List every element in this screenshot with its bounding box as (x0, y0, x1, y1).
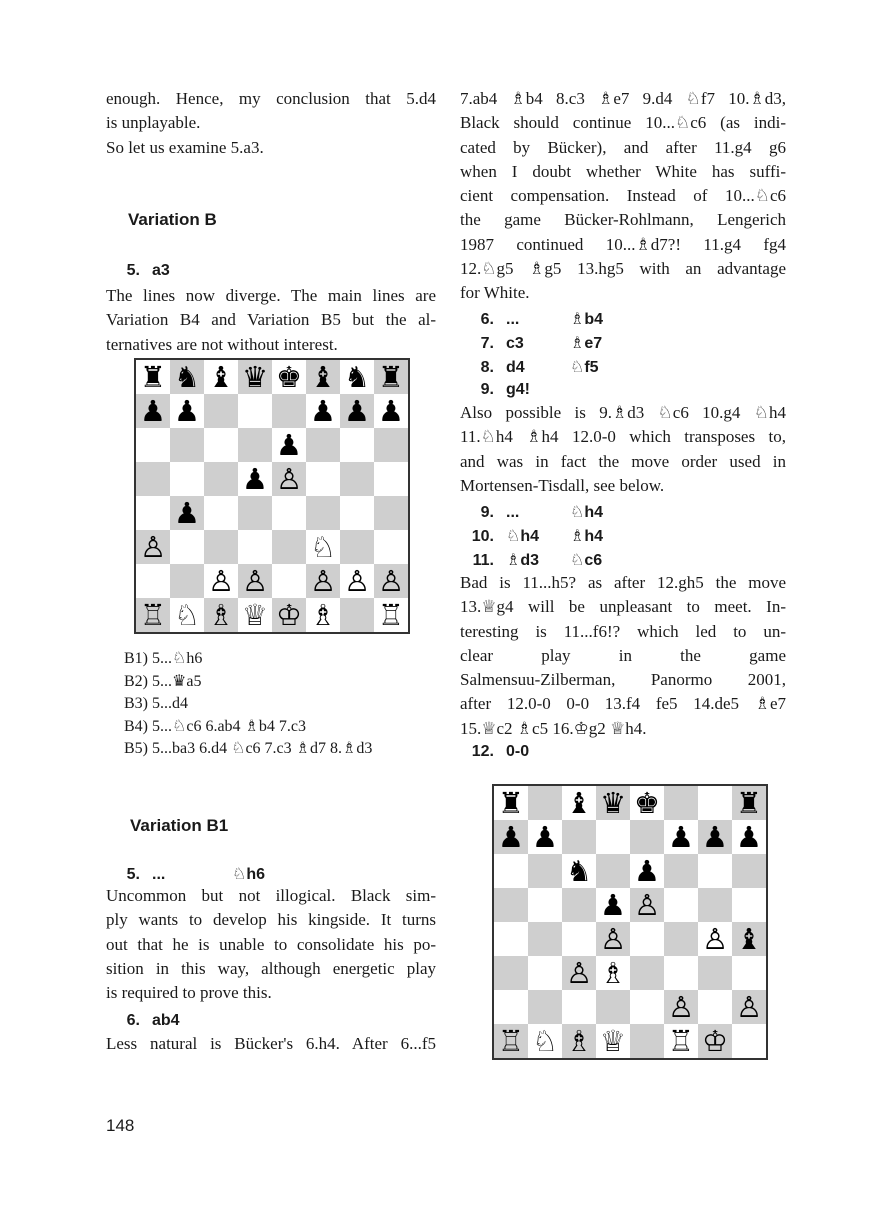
board-square (374, 462, 408, 496)
chess-piece: ♟ (140, 394, 166, 428)
board-square (664, 854, 698, 888)
chess-piece: ♞ (566, 854, 592, 888)
board-square (238, 428, 272, 462)
text-line: 15.♕c2 ♗c5 16.♔g2 ♕h4. (460, 718, 647, 738)
board-square (494, 854, 528, 888)
board-square (306, 496, 340, 530)
move-number: 7. (480, 335, 494, 352)
board-square (136, 428, 170, 462)
board-square (664, 922, 698, 956)
variation-item: B3) 5...d4 (124, 695, 188, 712)
text-line: 7.ab4 ♗b4 8.c3 ♗e7 9.d4 ♘f7 10.♗d3, (460, 89, 786, 108)
chess-piece: ♛ (600, 786, 626, 820)
text-line: and was in fact the move order used in (460, 451, 786, 471)
board-square (664, 956, 698, 990)
text-line: clear play in the game (460, 645, 786, 665)
white-move: d4 (506, 359, 525, 376)
board-square (698, 956, 732, 990)
text-line: 13.♕g4 will be unpleasant to meet. In- (460, 597, 786, 617)
board-square (562, 922, 596, 956)
chess-piece: ♖ (668, 1024, 694, 1058)
board-square (596, 990, 630, 1024)
text-line: 1987 continued 10...♗d7?! 11.g4 fg4 (460, 234, 786, 254)
chess-piece: ♔ (702, 1024, 728, 1058)
text-line: Salmensuu-Zilberman, Panormo 2001, (460, 670, 786, 690)
chess-piece: ♗ (310, 598, 336, 632)
text-line: So let us examine 5.a3. (106, 137, 264, 157)
heading-variation-b: Variation B (128, 210, 217, 229)
board-square (596, 820, 630, 854)
chess-piece: ♝ (736, 922, 762, 956)
chess-piece: ♟ (736, 820, 762, 854)
chess-piece: ♚ (276, 360, 302, 394)
chess-piece: ♙ (140, 530, 166, 564)
board-square (204, 530, 238, 564)
chess-piece: ♔ (276, 598, 302, 632)
variation-item: B1) 5...♘h6 (124, 650, 203, 667)
text-line: ply wants to develop his kingside. It turns (106, 910, 436, 930)
text-line: for White. (460, 283, 530, 303)
chess-piece: ♞ (344, 360, 370, 394)
chess-piece: ♙ (634, 888, 660, 922)
board-square (528, 990, 562, 1024)
board-square (340, 496, 374, 530)
chess-piece: ♟ (344, 394, 370, 428)
black-move: ♘h6 (232, 866, 266, 883)
board-square (664, 786, 698, 820)
board-square (732, 1024, 766, 1058)
text-line: Less natural is Bücker's 6.h4. After 6...f5 (106, 1034, 436, 1053)
move-line (460, 357, 599, 377)
chess-piece: ♙ (566, 956, 592, 990)
chess-piece: ♚ (634, 786, 660, 820)
chess-piece: ♙ (702, 922, 728, 956)
chess-piece: ♙ (242, 564, 268, 598)
board-square (340, 598, 374, 632)
white-move: c3 (506, 335, 524, 352)
board-square (732, 956, 766, 990)
chess-piece: ♟ (174, 394, 200, 428)
board-square (562, 990, 596, 1024)
board-square (136, 496, 170, 530)
page-number: 148 (106, 1116, 135, 1135)
chess-piece: ♙ (310, 564, 336, 598)
move-line (460, 333, 602, 353)
text-line: is required to prove this. (106, 983, 272, 1003)
board-square (374, 530, 408, 564)
board-square (630, 1024, 664, 1058)
board-square (528, 956, 562, 990)
move-line (106, 262, 216, 280)
chess-piece: ♟ (634, 854, 660, 888)
board-square (698, 888, 732, 922)
text-line: 12.♘g5 ♗g5 13.hg5 with an advantage (460, 259, 786, 279)
board-square (238, 530, 272, 564)
text-line: Variation B4 and Variation B5 but the al- (106, 310, 436, 330)
move-number: 10. (471, 528, 494, 545)
text-line: Bad is 11...h5? as after 12.gh5 the move (460, 573, 786, 592)
board-square (374, 496, 408, 530)
heading-variation-b1: Variation B1 (130, 816, 229, 835)
text-line: Black should continue 10...♘c6 (as indi- (460, 113, 786, 133)
chess-piece: ♕ (600, 1024, 626, 1058)
board-square (272, 394, 306, 428)
move-line (460, 502, 603, 522)
chess-piece: ♝ (208, 360, 234, 394)
board-square (494, 888, 528, 922)
black-move: ♗b4 (570, 311, 604, 328)
white-move: ... (152, 866, 166, 883)
chess-piece: ♖ (140, 598, 166, 632)
white-move: g4! (506, 381, 530, 398)
board-square (562, 888, 596, 922)
text-line: Also possible is 9.♗d3 ♘c6 10.g4 ♘h4 (460, 403, 786, 422)
intro-paragraph (106, 87, 436, 160)
variation-item: B4) 5...♘c6 6.ab4 ♗b4 7.c3 (124, 717, 306, 735)
move-number: 5. (126, 866, 140, 883)
move-number: 12. (471, 743, 494, 760)
move-number: 8. (480, 359, 494, 376)
board-square (596, 854, 630, 888)
chess-diagram-2 (492, 784, 768, 1060)
board-square (494, 990, 528, 1024)
chess-piece: ♜ (140, 360, 166, 394)
move-line (460, 550, 602, 570)
move-number: 5. (126, 262, 140, 279)
text-line: The lines now diverge. The main lines are (106, 286, 436, 305)
white-move: ab4 (152, 1012, 180, 1029)
chess-piece: ♟ (174, 496, 200, 530)
move-number: 6. (480, 311, 494, 328)
board-square (340, 530, 374, 564)
black-move: ♗h4 (570, 528, 604, 545)
board-square (698, 786, 732, 820)
board-square (204, 496, 238, 530)
chess-piece: ♗ (208, 598, 234, 632)
chess-piece: ♟ (242, 462, 268, 496)
board-square (528, 888, 562, 922)
board-square (528, 786, 562, 820)
variation-list (124, 648, 372, 761)
text-line: cated by Bücker), and after 11.g4 g6 (460, 137, 786, 157)
board-square (494, 956, 528, 990)
chess-piece: ♜ (378, 360, 404, 394)
board-square (204, 462, 238, 496)
chess-piece: ♟ (532, 820, 558, 854)
text-line: Mortensen-Tisdall, see below. (460, 475, 665, 495)
chess-piece: ♟ (276, 428, 302, 462)
text-line: out that he is unable to consolidate his po- (106, 934, 436, 954)
text-line: is unplayable. (106, 113, 201, 133)
chess-piece: ♟ (702, 820, 728, 854)
black-move: ♘h4 (570, 504, 604, 521)
text-line: sition in this way, although energetic play (106, 958, 436, 978)
board-square (732, 888, 766, 922)
chess-piece: ♙ (344, 564, 370, 598)
board-square (664, 888, 698, 922)
black-move: ♗e7 (570, 335, 603, 352)
text-line: 11.♘h4 ♗h4 12.0-0 which transposes to, (460, 427, 786, 447)
top-paragraph (460, 87, 786, 306)
chess-piece: ♖ (498, 1024, 524, 1058)
chess-piece: ♘ (310, 530, 336, 564)
chess-piece: ♟ (498, 820, 524, 854)
chess-piece: ♝ (310, 360, 336, 394)
board-square (204, 428, 238, 462)
board-square (136, 564, 170, 598)
board-square (528, 922, 562, 956)
chess-piece: ♙ (600, 922, 626, 956)
board-square (374, 428, 408, 462)
move-line (106, 1012, 216, 1030)
chess-piece: ♙ (208, 564, 234, 598)
board-square (170, 564, 204, 598)
move-number: 9. (480, 504, 494, 521)
board-square (238, 394, 272, 428)
move-line (460, 743, 570, 761)
board-square (306, 428, 340, 462)
move-line (460, 309, 603, 329)
board-square (204, 394, 238, 428)
text-line: Uncommon but not illogical. Black sim- (106, 886, 436, 905)
chess-piece: ♘ (532, 1024, 558, 1058)
board-square (306, 462, 340, 496)
chess-piece: ♜ (498, 786, 524, 820)
black-move: ♘f5 (570, 359, 599, 376)
white-move: ... (506, 504, 520, 521)
chess-piece: ♙ (378, 564, 404, 598)
white-move: ♘h4 (506, 528, 540, 545)
chess-piece: ♗ (600, 956, 626, 990)
move-number: 11. (472, 552, 494, 569)
move6-paragraph (106, 1032, 436, 1056)
board-square (170, 462, 204, 496)
board-square (562, 820, 596, 854)
text-line: the game Bücker-Rohlmann, Lengerich (460, 210, 786, 230)
chess-piece: ♟ (600, 888, 626, 922)
move-line (460, 526, 603, 546)
board-square (630, 990, 664, 1024)
black-move: ♘c6 (570, 552, 603, 569)
text-line: cient compensation. Instead of 10...♘c6 (460, 186, 786, 206)
board-square (630, 956, 664, 990)
chess-diagram-1 (134, 358, 410, 634)
variation-item: B5) 5...ba3 6.d4 ♘c6 7.c3 ♗d7 8.♗d3 (124, 740, 373, 757)
chess-piece: ♖ (378, 598, 404, 632)
board-square (494, 922, 528, 956)
chess-piece: ♙ (668, 990, 694, 1024)
board-square (698, 990, 732, 1024)
text-line: teresting is 11...f6!? which led to un- (460, 621, 786, 641)
chess-piece: ♟ (378, 394, 404, 428)
chess-piece: ♝ (566, 786, 592, 820)
b1-paragraph (106, 884, 436, 1005)
variation-item: B2) 5...♛a5 (124, 672, 202, 690)
chess-piece: ♙ (736, 990, 762, 1024)
board-square (732, 854, 766, 888)
board-square (528, 854, 562, 888)
board-square (630, 922, 664, 956)
move9-paragraph (460, 401, 786, 498)
text-line: when I doubt whether White has suffi- (460, 161, 786, 181)
chess-piece: ♟ (668, 820, 694, 854)
board-square (272, 564, 306, 598)
board-square (272, 530, 306, 564)
white-move: a3 (152, 262, 170, 279)
chess-piece: ♛ (242, 360, 268, 394)
move-line (460, 381, 570, 399)
text-line: after 12.0-0 0-0 13.f4 fe5 14.de5 ♗e7 (460, 694, 786, 714)
move-line (106, 864, 265, 884)
board-square (170, 428, 204, 462)
chess-piece: ♙ (276, 462, 302, 496)
board-square (698, 854, 732, 888)
board-square (630, 820, 664, 854)
board-square (136, 462, 170, 496)
board-square (340, 462, 374, 496)
chess-piece: ♗ (566, 1024, 592, 1058)
move11-paragraph (460, 571, 786, 741)
chess-piece: ♕ (242, 598, 268, 632)
white-move: ... (506, 311, 520, 328)
move-number: 6. (126, 1012, 140, 1029)
text-line: enough. Hence, my conclusion that 5.d4 (106, 89, 436, 108)
board-square (272, 496, 306, 530)
diverge-paragraph (106, 284, 436, 357)
text-line: ternatives are not without interest. (106, 334, 338, 354)
board-square (170, 530, 204, 564)
white-move: 0-0 (506, 743, 530, 760)
chess-piece: ♞ (174, 360, 200, 394)
chess-piece: ♟ (310, 394, 336, 428)
chess-piece: ♘ (174, 598, 200, 632)
chess-piece: ♜ (736, 786, 762, 820)
white-move: ♗d3 (506, 552, 540, 569)
move-number: 9. (480, 381, 494, 398)
board-square (238, 496, 272, 530)
board-square (340, 428, 374, 462)
